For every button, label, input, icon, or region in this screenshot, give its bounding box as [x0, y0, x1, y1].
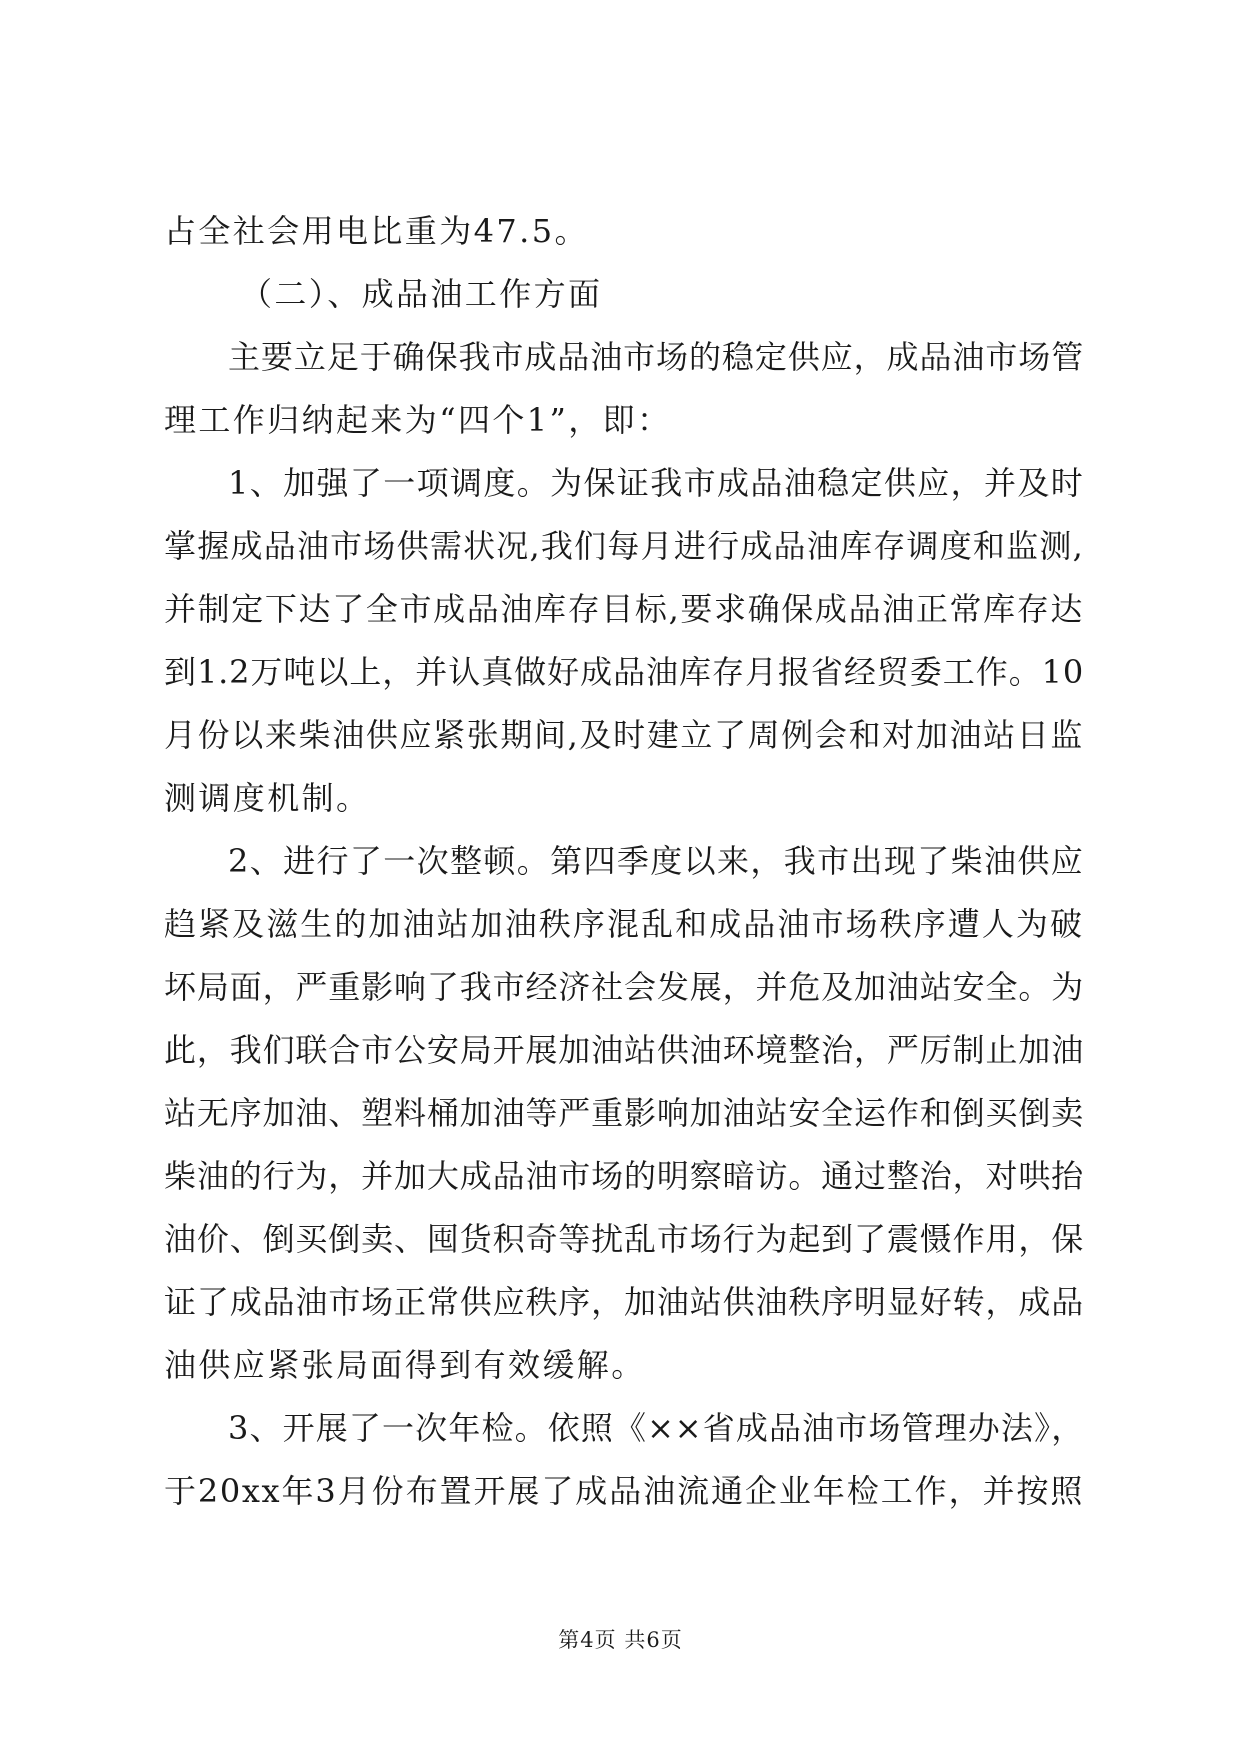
section-heading: （二）、成品油工作方面: [240, 275, 603, 313]
paragraph-line: 站无序加油、塑料桶加油等严重影响加油站安全运作和倒买倒卖: [164, 1094, 1084, 1132]
paragraph-line: 于20xx年3月份布置开展了成品油流通企业年检工作，并按照: [164, 1472, 1084, 1510]
paragraph-line: 油供应紧张局面得到有效缓解。: [164, 1346, 646, 1384]
paragraph-line: 2、进行了一次整顿。第四季度以来，我市出现了柴油供应: [228, 842, 1084, 880]
paragraph-line: 1、加强了一项调度。为保证我市成品油稳定供应，并及时: [228, 464, 1084, 502]
paragraph-line: 理工作归纳起来为“四个1”，即：: [164, 401, 672, 439]
paragraph-line: 此，我们联合市公安局开展加油站供油环境整治，严厉制止加油: [164, 1031, 1084, 1069]
document-body: [164, 200, 1084, 1523]
paragraph-line: 坏局面，严重影响了我市经济社会发展，并危及加油站安全。为: [164, 968, 1084, 1006]
paragraph-line: 柴油的行为，并加大成品油市场的明察暗访。通过整治，对哄抬: [164, 1157, 1084, 1195]
paragraph-line: 3、开展了一次年检。依照《××省成品油市场管理办法》，: [228, 1409, 1084, 1447]
paragraph-line: 测调度机制。: [164, 779, 371, 817]
paragraph-line: 证了成品油市场正常供应秩序，加油站供油秩序明显好转，成品: [164, 1283, 1084, 1321]
paragraph-line: 月份以来柴油供应紧张期间,及时建立了周例会和对加油站日监: [164, 716, 1084, 754]
paragraph-line: 油价、倒买倒卖、囤货积奇等扰乱市场行为起到了震慑作用，保: [164, 1220, 1084, 1258]
paragraph-line: 到1.2万吨以上，并认真做好成品油库存月报省经贸委工作。10: [164, 653, 1084, 691]
paragraph-line: 掌握成品油市场供需状况,我们每月进行成品油库存调度和监测,: [164, 527, 1084, 565]
paragraph-line: 占全社会用电比重为47.5。: [164, 212, 589, 250]
paragraph-line: 并制定下达了全市成品油库存目标,要求确保成品油正常库存达: [164, 590, 1084, 628]
paragraph-line: 趋紧及滋生的加油站加油秩序混乱和成品油市场秩序遭人为破: [164, 905, 1084, 943]
paragraph-line: 主要立足于确保我市成品油市场的稳定供应，成品油市场管: [228, 338, 1084, 376]
page-number-footer: 第4页 共6页: [558, 1628, 683, 1652]
